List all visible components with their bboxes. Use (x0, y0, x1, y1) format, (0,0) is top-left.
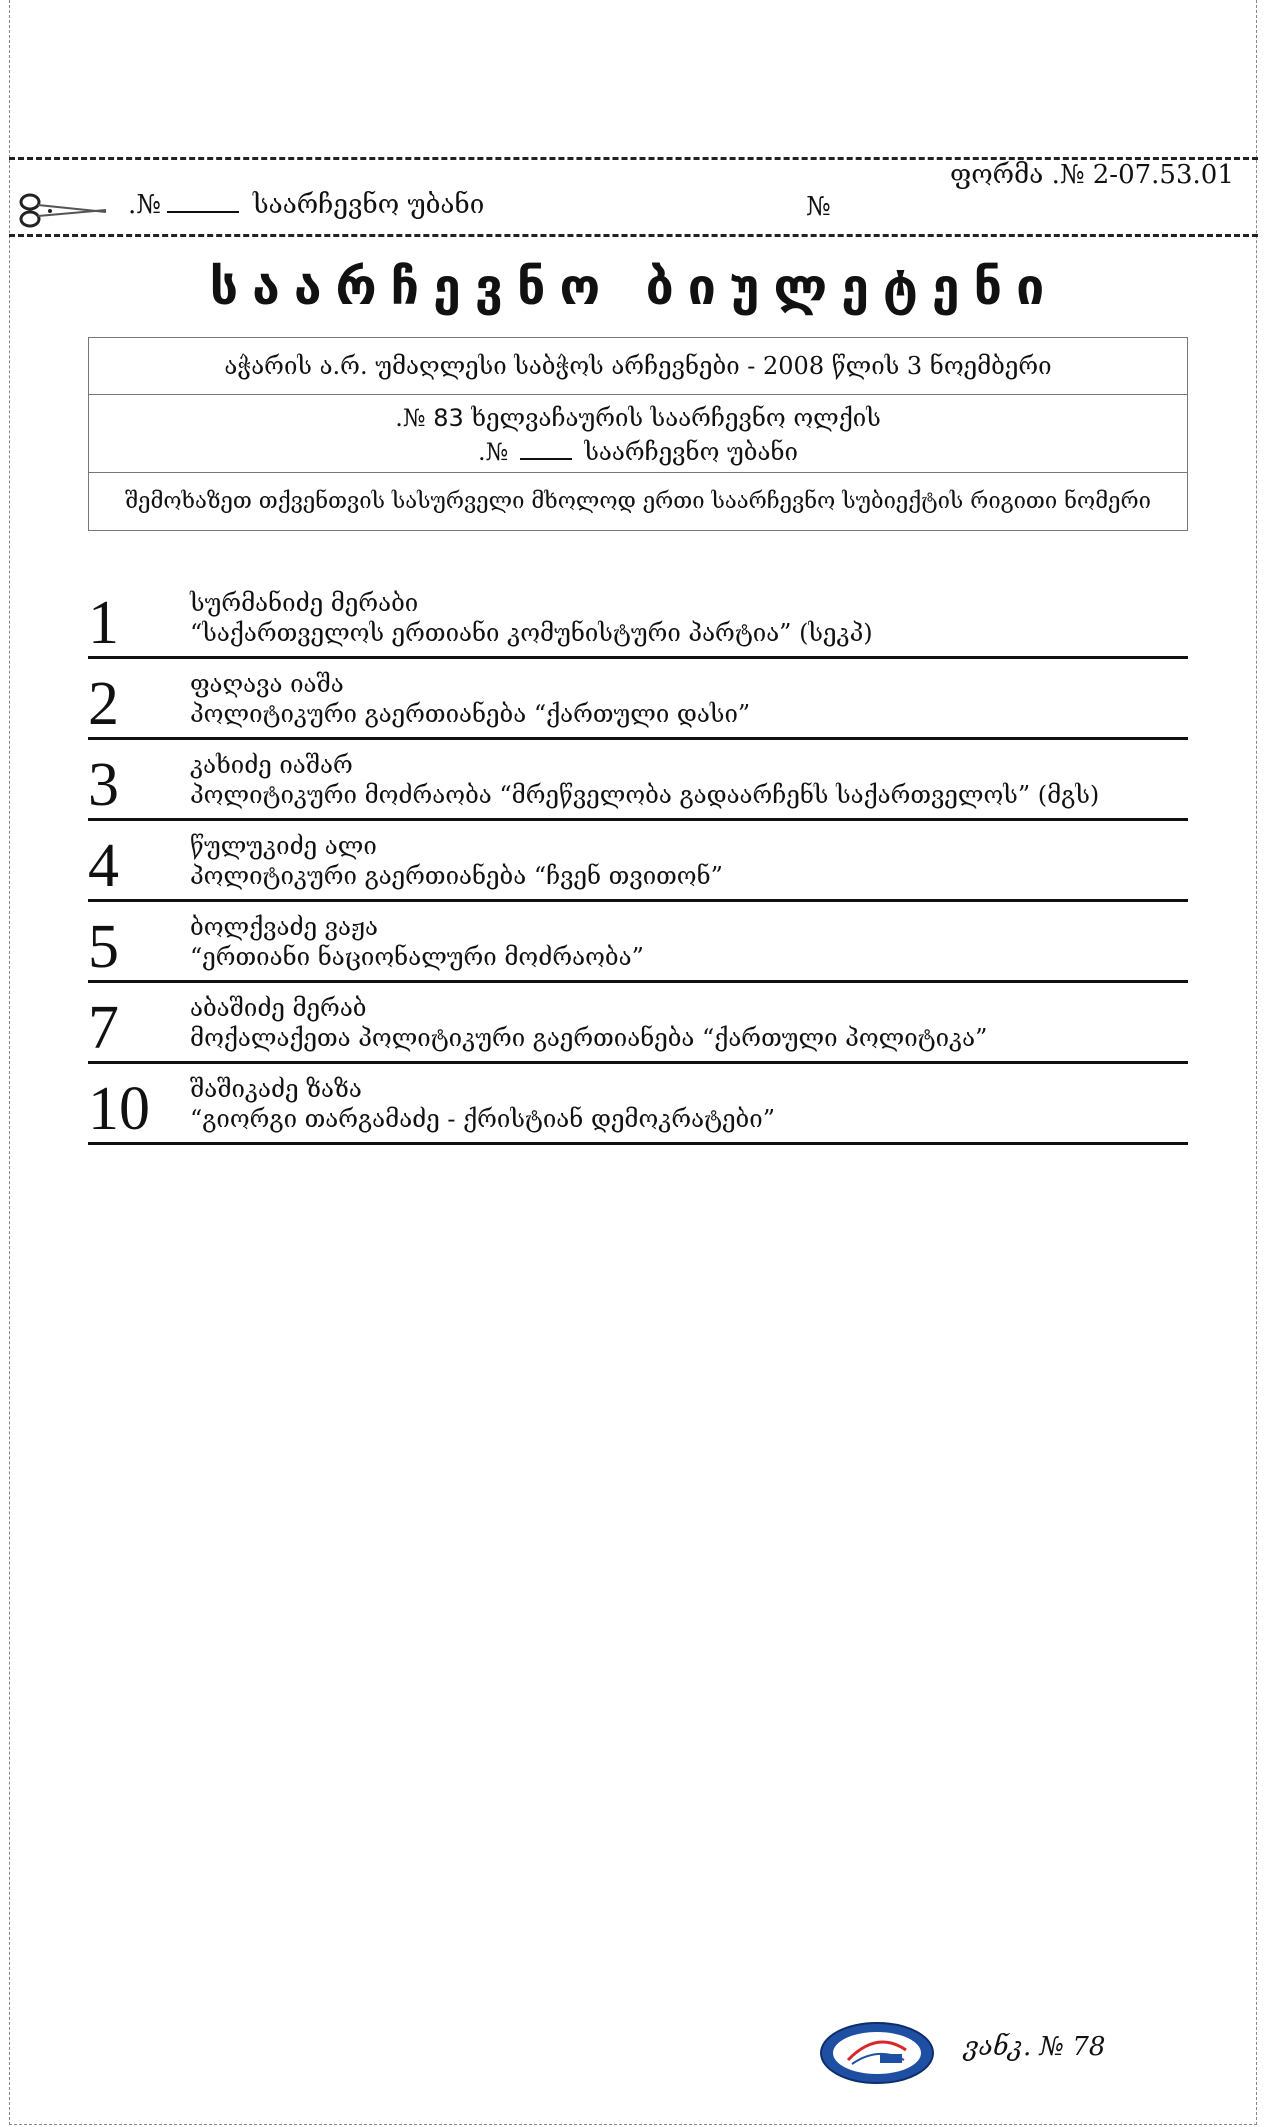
candidate-party: “ერთიანი ნაციონალური მოძრაობა” (190, 943, 644, 971)
stub-precinct-number (128, 190, 484, 220)
stub-number-2: № (806, 192, 831, 222)
candidate-number[interactable]: 7 (88, 994, 119, 1062)
candidate-name: კახიძე იაშარ (190, 751, 353, 779)
district-number: 83 (433, 404, 464, 432)
candidate-name: აბაშიძე მერაბ (190, 994, 367, 1022)
district-line (89, 401, 1187, 435)
precinct-prefix: .№ (478, 438, 509, 466)
precinct-label: საარჩევნო უბანი (584, 438, 798, 466)
candidate-name: წულუკიძე ალი (190, 832, 377, 860)
candidate-name: სურმანიძე მერაბი (190, 589, 419, 617)
election-commission-seal-icon (818, 2020, 936, 2086)
ballot-title: საარჩევნო ბიულეტენი (209, 258, 1059, 316)
candidate-name: ფაღავა იაშა (190, 670, 344, 698)
candidate-row[interactable] (88, 825, 1188, 902)
candidate-row[interactable] (88, 744, 1188, 821)
cut-line-bottom (9, 234, 1258, 237)
candidate-row[interactable] (88, 582, 1188, 659)
candidate-row[interactable] (88, 987, 1188, 1064)
candidate-party: პოლიტიკური გაერთიანება “ჩვენ თვითონ” (190, 862, 723, 890)
candidate-number[interactable]: 2 (88, 670, 119, 738)
election-info-box (88, 337, 1188, 531)
candidate-row[interactable] (88, 906, 1188, 983)
candidate-number[interactable]: 5 (88, 913, 119, 981)
candidate-number[interactable]: 3 (88, 751, 119, 819)
candidate-party: მოქალაქეთა პოლიტიკური გაერთიანება “ქართული პოლიტიკა” (190, 1024, 988, 1052)
scissors-icon (18, 190, 108, 230)
stub-number-prefix: .№ (128, 190, 161, 220)
candidate-party: პოლიტიკური გაერთიანება “ქართული დასი” (190, 700, 751, 728)
candidate-number[interactable]: 1 (88, 589, 119, 657)
candidate-list (88, 582, 1188, 1149)
election-name: აჭარის ა.რ. უმაღლესი საბჭოს არჩევნები - 2008 წლის 3 ნოემბერი (89, 338, 1187, 395)
stub-number-blank (167, 211, 239, 213)
district-label: ხელვაჩაურის საარჩევნო ოლქის (471, 404, 881, 432)
candidate-party: “გიორგი თარგამაძე - ქრისტიან დემოკრატები” (190, 1105, 775, 1133)
candidate-party: “საქართველოს ერთიანი კომუნისტური პარტია” (სეკპ) (190, 619, 873, 647)
stub-label: საარჩევნო უბანი (252, 190, 485, 220)
candidate-row[interactable] (88, 663, 1188, 740)
candidate-name: ბოლქვაძე ვაჟა (190, 913, 378, 941)
district-info (89, 395, 1187, 473)
candidate-number[interactable]: 4 (88, 832, 119, 900)
candidate-row[interactable] (88, 1068, 1188, 1145)
form-number: ფორმა .№ 2-07.53.01 (950, 160, 1234, 190)
precinct-blank (520, 458, 572, 460)
print-order-reference: ვანკ. № 78 (964, 2032, 1106, 2062)
precinct-line (89, 435, 1187, 469)
candidate-name: შაშიკაძე ზაზა (190, 1075, 362, 1103)
district-prefix: .№ (395, 404, 426, 432)
voting-instruction: შემოხაზეთ თქვენთვის სასურველი მხოლოდ ერთი საარჩევნო სუბიექტის რიგითი ნომერი (125, 489, 1151, 514)
candidate-party: პოლიტიკური მოძრაობა “მრეწველობა გადაარჩენს საქართველოს” (მგს) (190, 781, 1100, 809)
candidate-number[interactable]: 10 (88, 1075, 150, 1143)
